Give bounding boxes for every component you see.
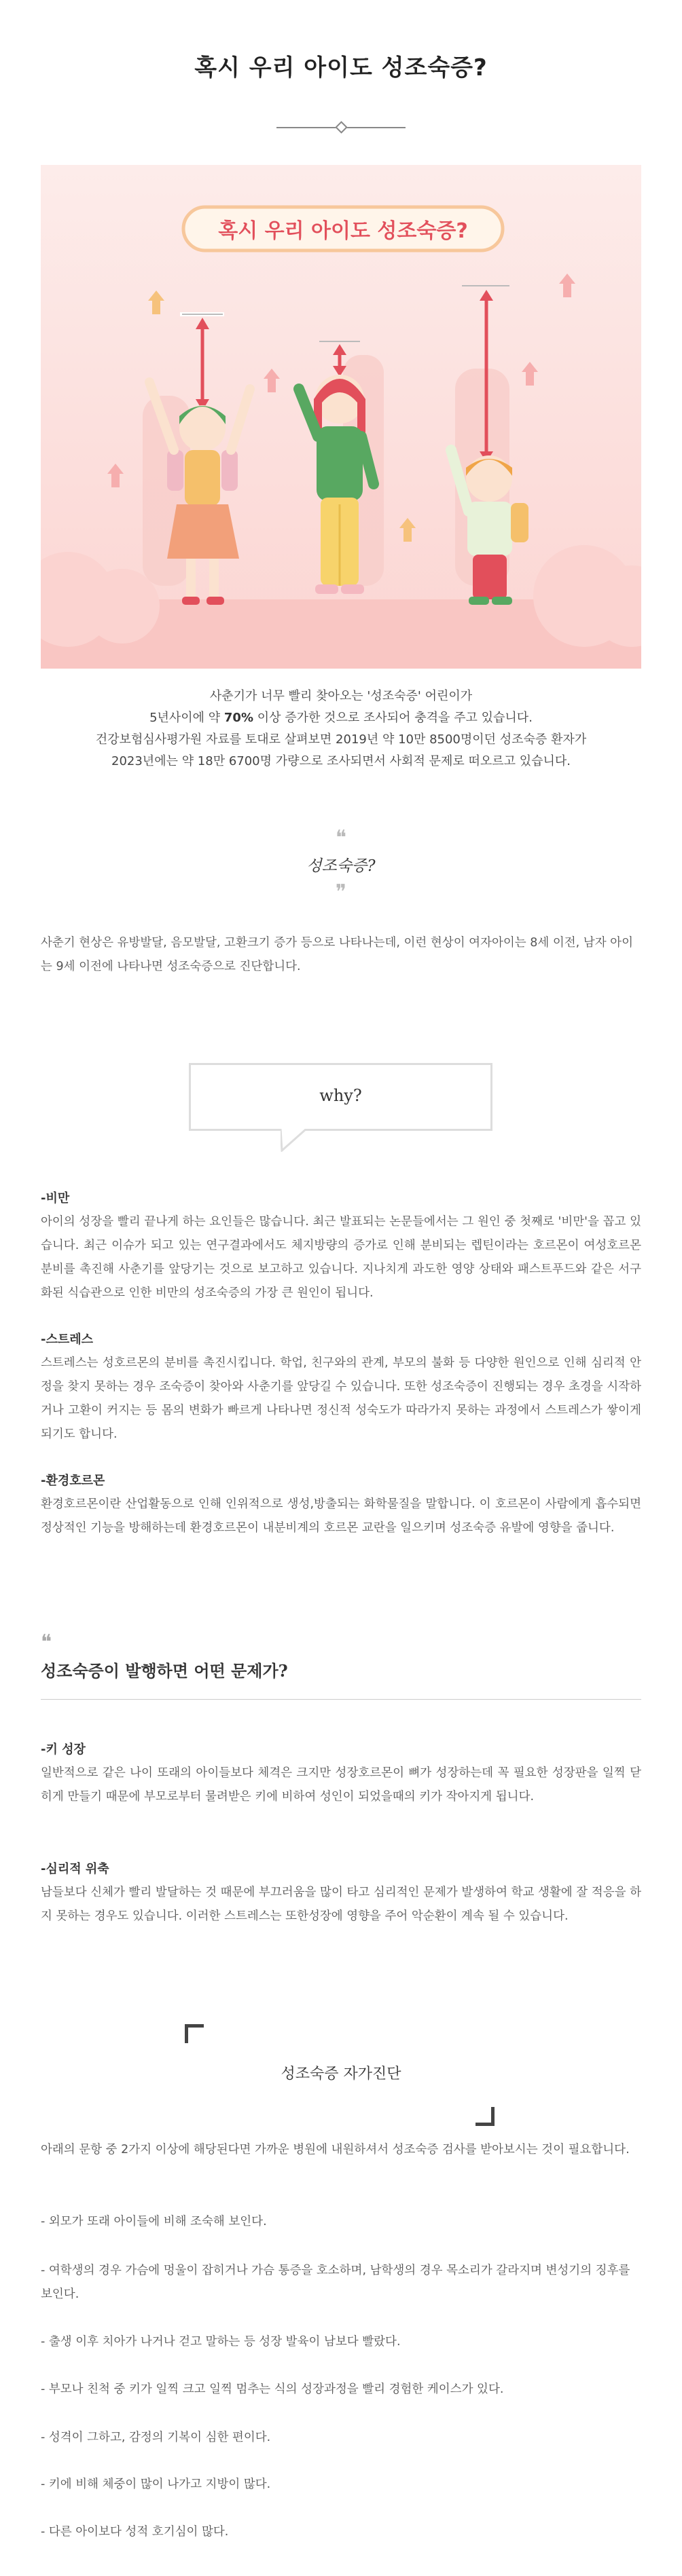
divider-diamond-icon <box>335 121 347 133</box>
definition-paragraph: 사춘기 현상은 유방발달, 음모발달, 고환크기 증가 등으로 나타나는데, 이런 현상이 여자아이는 8세 이전, 남자 아이는 9세 이전에 나타나면 성조숙증으로 진단합니다. <box>41 936 633 973</box>
intro-line-1: 사춘기가 너무 빨리 찾아오는 '성조숙증' 어린이가 <box>209 689 473 703</box>
cause-heading: -환경호르몬 <box>41 1474 105 1488</box>
intro-line-2-post: 이상 증가한 것으로 조사되어 충격을 주고 있습니다. <box>253 711 533 725</box>
cause-stress <box>41 1328 641 1446</box>
problem-height <box>41 1738 641 1809</box>
cause-body: 스트레스는 성호르몬의 분비를 촉진시킵니다. 학업, 친구와의 관계, 부모의 불화 등 다양한 원인으로 인해 심리적 안정을 찾지 못하는 경우 조숙증이 찾아와 사춘기를 앞당길 수 있습니다. 또한 성조숙증이 진행되는 경우 초경을 시작하거나 고환이 커지는 등 몸의 변화가 빠르게 나타나면 정신적 성숙도가 따라가지 못하는 과정에서 스트레스가 쌓이게 되기도 합니다. <box>41 1356 641 1441</box>
intro-line-2 <box>41 707 641 729</box>
selfcheck-item: - 성격이 그하고, 감정의 기복이 심한 편이다. <box>41 2431 271 2444</box>
cause-obesity <box>41 1187 641 1305</box>
selfcheck-item: - 외모가 또래 아이들에 비해 조숙해 보인다. <box>41 2215 267 2228</box>
quote-icon: ❝ <box>41 1630 52 1654</box>
selfcheck-title: 성조숙증 자가진단 <box>281 2066 401 2083</box>
cause-heading: -비만 <box>41 1191 70 1206</box>
problem-heading: -심리적 위축 <box>41 1862 109 1876</box>
cause-body: 아이의 성장을 빨리 끝나게 하는 요인들은 많습니다. 최근 발표되는 논문들에서는 그 원인 중 첫째로 '비만'을 꼽고 있습니다. 최근 이슈가 되고 있는 연구결과에서도 체지방량의 증가로 인해 분비되는 렙틴이라는 호르몬이 여성호르몬 분비를 촉진해 사춘기를 앞당기는 것으로 보고하고 있습니다. 지나치게 과도한 영양 상태와 패스트푸드와 같은 서구화된 식습관으로 인한 비만의 성조숙증의 가장 큰 원인이 됩니다. <box>41 1215 641 1300</box>
selfcheck-item: - 다른 아이보다 성적 호기심이 많다. <box>41 2525 229 2539</box>
selfcheck-item: - 부모나 친척 중 키가 일찍 크고 일찍 멈추는 식의 성장과정을 빨리 경험한 케이스가 있다. <box>41 2383 504 2396</box>
intro-highlight: 70% <box>223 711 253 725</box>
problem-psychological <box>41 1857 641 1928</box>
cause-body: 환경호르몬이란 산업활동으로 인해 인위적으로 생성,방출되는 화학물질을 말합니다. 이 호르몬이 사람에게 흡수되면 정상적인 기능을 방해하는데 환경호르몬이 내분비계의 호르몬 교란을 일으키며 성조숙증 유발에 영향을 줍니다. <box>41 1497 641 1535</box>
problem-body: 남들보다 신체가 빨리 발달하는 것 때문에 부끄러움을 많이 타고 심리적인 문제가 발생하여 학교 생활에 잘 적응을 하지 못하는 경우도 있습니다. 이러한 스트레스는 또한성장에 영향을 주어 악순환이 계속 될 수 있습니다. <box>41 1886 641 1923</box>
problem-body: 일반적으로 같은 나이 또래의 아이들보다 체격은 크지만 성장호르몬이 뼈가 성장하는데 꼭 필요한 성장판을 일찍 닫히게 만들기 때문에 부모로부터 물려받은 키에 비하여 성인이 되었을때의 키가 작아지게 됩니다. <box>41 1766 641 1804</box>
section-heading-precocious: 성조숙증? <box>306 857 376 875</box>
quote-open-icon: ❝ <box>335 826 347 850</box>
page-title: 혹시 우리 아이도 성조숙증? <box>194 54 488 81</box>
cause-env-hormone <box>41 1469 641 1540</box>
intro-line-4: 2023년에는 약 18만 6700명 가량으로 조사되면서 사회적 문제로 떠오르고 있습니다. <box>111 754 571 768</box>
why-label: why? <box>319 1086 362 1105</box>
bracket-top-left-icon <box>185 2024 204 2043</box>
hero-banner-text: 혹시 우리 아이도 성조숙증? <box>218 219 468 243</box>
hero-banner <box>183 207 503 250</box>
title-divider <box>276 121 406 134</box>
problem-heading: -키 성장 <box>41 1742 86 1757</box>
quote-close-icon: ❞ <box>335 880 347 904</box>
section-heading-problems: 성조숙증이 발행하면 어떤 문제가? <box>41 1661 288 1681</box>
selfcheck-item: - 키에 비해 체중이 많이 나가고 지방이 많다. <box>41 2478 271 2491</box>
hero-illustration <box>41 165 641 669</box>
intro-line-3: 건강보험심사평가원 자료를 토대로 살펴보면 2019년 약 10만 8500명이던 성조숙증 환자가 <box>95 732 587 747</box>
intro-line-2-pre: 5년사이에 약 <box>149 711 224 725</box>
cause-heading: -스트레스 <box>41 1332 94 1347</box>
bracket-bottom-right-icon <box>475 2107 495 2126</box>
selfcheck-intro: 아래의 문항 중 2가지 이상에 해당된다면 가까운 병원에 내원하셔서 성조숙증 검사를 받아보시는 것이 필요합니다. <box>41 2143 630 2157</box>
intro-text <box>41 686 641 772</box>
selfcheck-item: - 여학생의 경우 가슴에 멍울이 잡히거나 가슴 통증을 호소하며, 남학생의 경우 목소리가 갈라지며 변성기의 징후를 보인다. <box>41 2264 630 2301</box>
section-divider <box>41 1699 641 1700</box>
selfcheck-item: - 출생 이후 치아가 나거나 걷고 말하는 등 성장 발육이 남보다 빨랐다. <box>41 2335 401 2349</box>
hero-illustration-svg <box>41 165 641 669</box>
